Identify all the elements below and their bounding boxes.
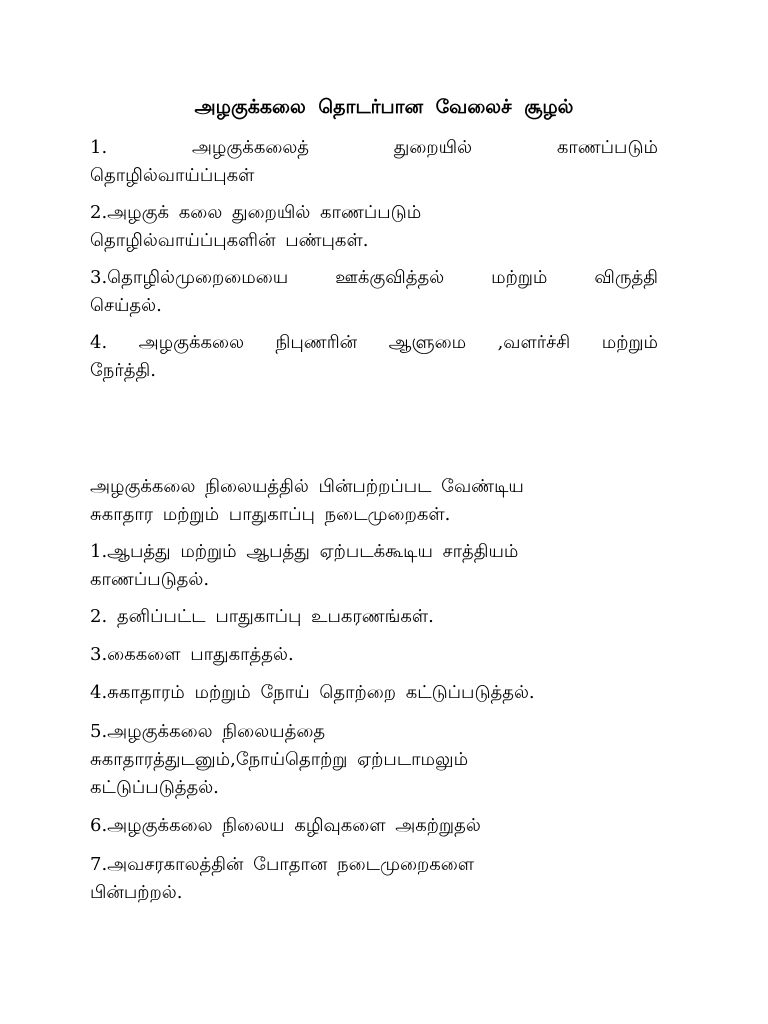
safety-item-1 [90, 538, 658, 594]
item-line: 1.ஆபத்து மற்றும் ஆபத்து ஏற்படக்கூடிய சாத்தியம் [90, 541, 519, 562]
safety-item-6 [90, 812, 658, 840]
item-line: பின்பற்றல். [90, 882, 183, 903]
heading-line: அழகுக்கலை நிலையத்தில் பின்பற்றப்பட வேண்டிய [90, 476, 524, 497]
item-line: 2. தனிப்பட்ட பாதுகாப்பு உபகரணங்கள். [90, 606, 434, 627]
item-line: 1. அழகுக்கலைத் துறையில் காணப்படும் [90, 137, 658, 158]
work-environment-item-2 [90, 199, 658, 255]
work-environment-item-3 [90, 264, 658, 320]
safety-item-2 [90, 603, 658, 631]
item-line: காணப்படுதல். [90, 569, 210, 590]
work-environment-item-4 [90, 329, 658, 385]
safety-section-heading [90, 473, 658, 529]
item-line: 2.அழகுக் கலை துறையில் காணப்படும் [90, 202, 422, 223]
item-line: தொழில்வாய்ப்புகள் [90, 165, 255, 186]
heading-line: சுகாதார மற்றும் பாதுகாப்பு நடைமுறைகள். [90, 504, 451, 525]
item-line: 3.கைகளை பாதுகாத்தல். [90, 644, 294, 665]
item-line: கட்டுப்படுத்தல். [90, 777, 219, 798]
item-line: 6.அழகுக்கலை நிலைய கழிவுகளை அகற்றுதல் [90, 815, 481, 836]
safety-item-3 [90, 641, 658, 669]
work-environment-item-1 [90, 134, 658, 190]
item-line: 7.அவசரகாலத்தின் போதான நடைமுறைகளை [90, 854, 475, 875]
safety-item-5 [90, 718, 658, 802]
document-title: அழகுக்கலை தொடர்பான வேலைச் சூழல் [194, 96, 574, 118]
item-line: நேர்த்தி. [90, 360, 156, 381]
safety-item-4 [90, 679, 658, 707]
item-line: 5.அழகுக்கலை நிலையத்தை [90, 721, 326, 742]
item-line: 3.தொழில்முறைமையை ஊக்குவித்தல் மற்றும் விருத்தி [90, 267, 658, 288]
item-line: செய்தல். [90, 295, 162, 316]
item-line: சுகாதாரத்துடனும்,நோய்தொற்று ஏற்படாமலும் [90, 749, 469, 770]
safety-item-7 [90, 851, 658, 907]
item-line: 4. அழகுக்கலை நிபுணரின் ஆளுமை ,வளர்ச்சி மற்றும் [90, 332, 658, 353]
item-line: தொழில்வாய்ப்புகளின் பண்புகள். [90, 230, 369, 251]
item-line: 4.சுகாதாரம் மற்றும் நோய் தொற்றை கட்டுப்படுத்தல். [90, 682, 535, 703]
